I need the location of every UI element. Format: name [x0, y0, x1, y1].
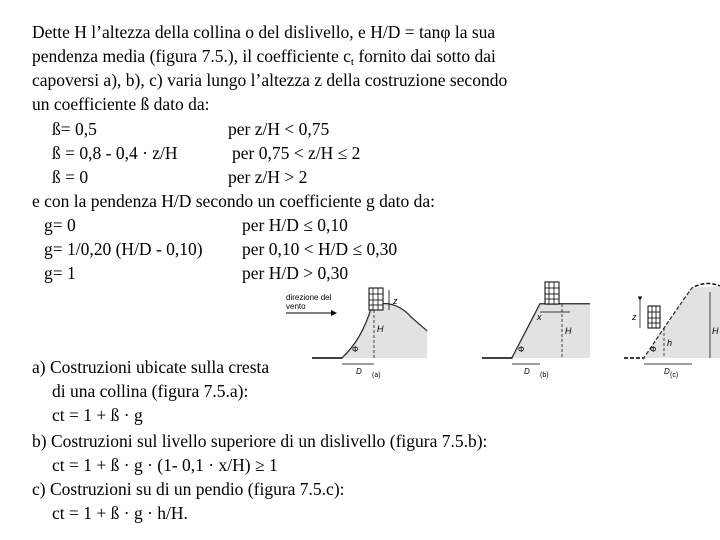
- label-D: D: [664, 367, 670, 376]
- beta-rule-condition: per z/H < 0,75: [228, 119, 330, 139]
- intro-line-2: [32, 45, 496, 67]
- label-phi: Φ: [650, 345, 657, 354]
- intro-line-3: capoversi a), b), c) varia lungo l’altezza z della costruzione secondo: [32, 70, 508, 90]
- gamma-rule-value: g= 0: [44, 215, 76, 235]
- intro-text: Dette H l’altezza della collina o del dislivello, e H/D = tan: [32, 22, 441, 42]
- beta-rule-value: ß = 0,8 - 0,4 · z/H: [52, 143, 178, 163]
- label-x: x: [537, 312, 542, 322]
- intro-text: fornito dai sotto dai: [353, 46, 496, 66]
- label-H: H: [565, 326, 572, 336]
- label-H: H: [712, 326, 719, 336]
- intro-line-4: un coefficiente ß dato da:: [32, 94, 210, 114]
- panel-b-label: (b): [540, 372, 549, 379]
- figure-7-5: [272, 276, 720, 380]
- label-h: h: [667, 338, 673, 348]
- case-a-formula: ct = 1 + ß · g: [52, 405, 143, 425]
- label-D: D: [524, 367, 530, 376]
- label-phi: Φ: [352, 345, 359, 354]
- beta-rule-value: ß= 0,5: [52, 119, 97, 139]
- gamma-rule-condition: per H/D ≤ 0,10: [242, 215, 348, 235]
- beta-rule-value: ß = 0: [52, 167, 89, 187]
- wind-label: vento: [286, 302, 306, 311]
- panel-a-diagram: [286, 288, 427, 379]
- case-a-title-cont: di una collina (figura 7.5.a):: [52, 381, 249, 401]
- label-z: z: [632, 312, 637, 322]
- building-c: [648, 306, 660, 328]
- gamma-intro: e con la pendenza H/D secondo un coefficiente g dato da:: [32, 191, 435, 211]
- case-c-formula: ct = 1 + ß · g · h/H.: [52, 503, 188, 523]
- label-z: z: [393, 296, 398, 306]
- gamma-rule-value: g= 1: [44, 263, 76, 283]
- beta-rule-condition: per z/H > 2: [228, 167, 308, 187]
- intro-text: pendenza media (figura 7.5.), il coefficiente c: [32, 46, 351, 66]
- gamma-rule-value: g= 1/0,20 (H/D - 0,10): [44, 239, 203, 259]
- panel-c-diagram: [624, 283, 720, 379]
- case-c-title: c) Costruzioni su di un pendio (figura 7.5.c):: [32, 479, 345, 499]
- subscript: t: [350, 56, 354, 68]
- gamma-rule-condition: per 0,10 < H/D ≤ 0,30: [242, 239, 398, 259]
- wind-label: direzione del: [286, 293, 332, 302]
- intro-line-1: [32, 21, 495, 43]
- phi-symbol: φ: [440, 22, 451, 42]
- label-D: D: [356, 367, 362, 376]
- panel-b-diagram: [482, 282, 590, 379]
- gamma-rule-condition: per H/D > 0,30: [242, 263, 349, 283]
- building-a: [369, 288, 383, 310]
- label-phi: Φ: [518, 345, 525, 354]
- intro-text: la sua: [450, 22, 496, 42]
- case-a-title: a) Costruzioni ubicate sulla cresta: [32, 357, 270, 377]
- beta-rule-condition: per 0,75 < z/H ≤ 2: [232, 143, 361, 163]
- building-b: [545, 282, 559, 304]
- panel-a-label: (a): [372, 372, 381, 379]
- label-H: H: [377, 324, 384, 334]
- case-b-title: b) Costruzioni sul livello superiore di un dislivello (figura 7.5.b):: [32, 431, 488, 451]
- panel-c-label: (c): [670, 372, 679, 379]
- case-b-formula: ct = 1 + ß · g · (1- 0,1 · x/H) ≥ 1: [52, 455, 278, 475]
